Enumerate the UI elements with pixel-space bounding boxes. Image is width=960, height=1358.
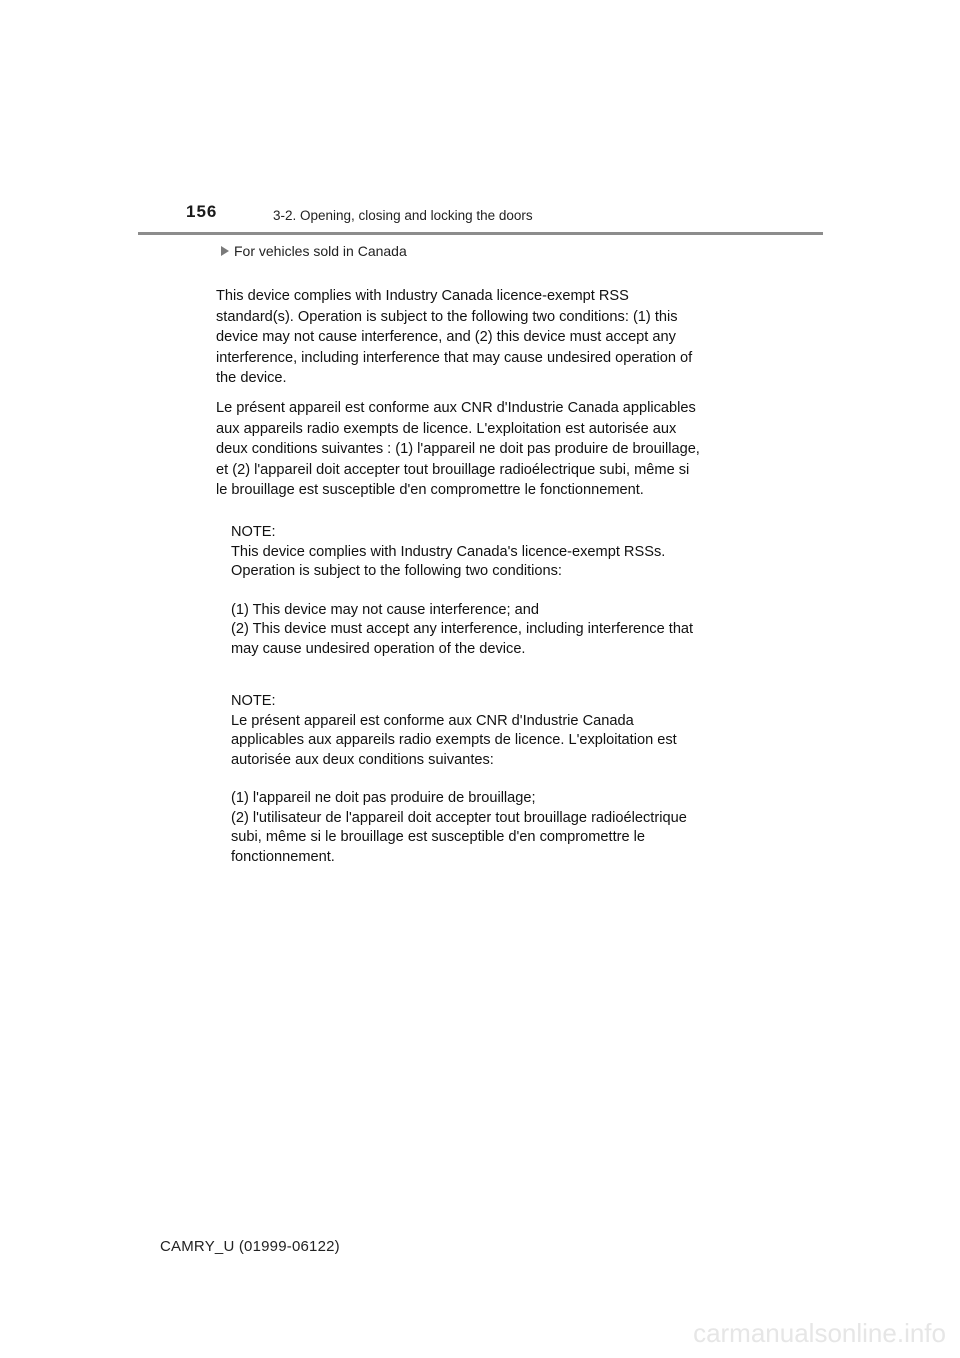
text-line: et (2) l'appareil doit accepter tout brouillage radioélectrique subi, même si: [216, 461, 690, 478]
triangle-right-icon: [221, 246, 229, 256]
text-line: autorisée aux deux conditions suivantes:: [231, 751, 494, 768]
condition-line: (1) l'appareil ne doit pas produire de brouillage;: [231, 790, 536, 806]
text-line: applicables aux appareils radio exempts de licence. L'exploitation est: [231, 732, 677, 748]
text-line: interference, including interference that may cause undesired operation of: [216, 349, 693, 366]
condition-line: (2) This device must accept any interference, including interference that: [231, 621, 694, 637]
note-english: [231, 523, 731, 659]
text-line: Le présent appareil est conforme aux CNR d'Industrie Canada: [231, 712, 634, 729]
text-line: This device complies with Industry Canada's licence-exempt RSSs.: [231, 543, 666, 560]
text-line: device may not cause interference, and (2) this device must accept any: [216, 329, 676, 345]
section-title: 3-2. Opening, closing and locking the doors: [273, 208, 533, 223]
page-number: 156: [186, 202, 218, 221]
text-line: This device complies with Industry Canada licence-exempt RSS: [216, 288, 629, 304]
text-line: le brouillage est susceptible d'en compromettre le fonctionnement.: [216, 482, 644, 498]
note-french: [231, 692, 731, 867]
text-line: Le présent appareil est conforme aux CNR d'Industrie Canada applicables: [216, 400, 696, 416]
spacer: [231, 582, 731, 601]
watermark: carmanualsonline.info: [693, 1318, 946, 1348]
text-line: standard(s). Operation is subject to the following two conditions: (1) this: [216, 308, 678, 325]
paragraph-english: [216, 286, 726, 389]
subheading: [221, 243, 407, 259]
note-label: NOTE:: [231, 524, 276, 540]
condition-line: (1) This device may not cause interference; and: [231, 601, 539, 618]
condition-line: may cause undesired operation of the device.: [231, 640, 526, 657]
condition-line: subi, même si le brouillage est susceptible d'en compromettre le: [231, 829, 646, 845]
subheading-text: For vehicles sold in Canada: [234, 243, 407, 259]
paragraph-french: [216, 398, 726, 501]
footer-model-code: CAMRY_U (01999-06122): [160, 1238, 340, 1255]
condition-line: (2) l'utilisateur de l'appareil doit accepter tout brouillage radioélectrique: [231, 809, 687, 826]
note-label: NOTE:: [231, 693, 276, 709]
condition-line: fonctionnement.: [231, 848, 335, 865]
text-line: aux appareils radio exempts de licence. L'exploitation est autorisée aux: [216, 420, 677, 437]
header-rule: [138, 232, 823, 235]
text-line: Operation is subject to the following two conditions:: [231, 563, 562, 579]
text-line: deux conditions suivantes : (1) l'appareil ne doit pas produire de brouillage,: [216, 441, 700, 457]
spacer: [231, 770, 731, 789]
text-line: the device.: [216, 370, 287, 386]
